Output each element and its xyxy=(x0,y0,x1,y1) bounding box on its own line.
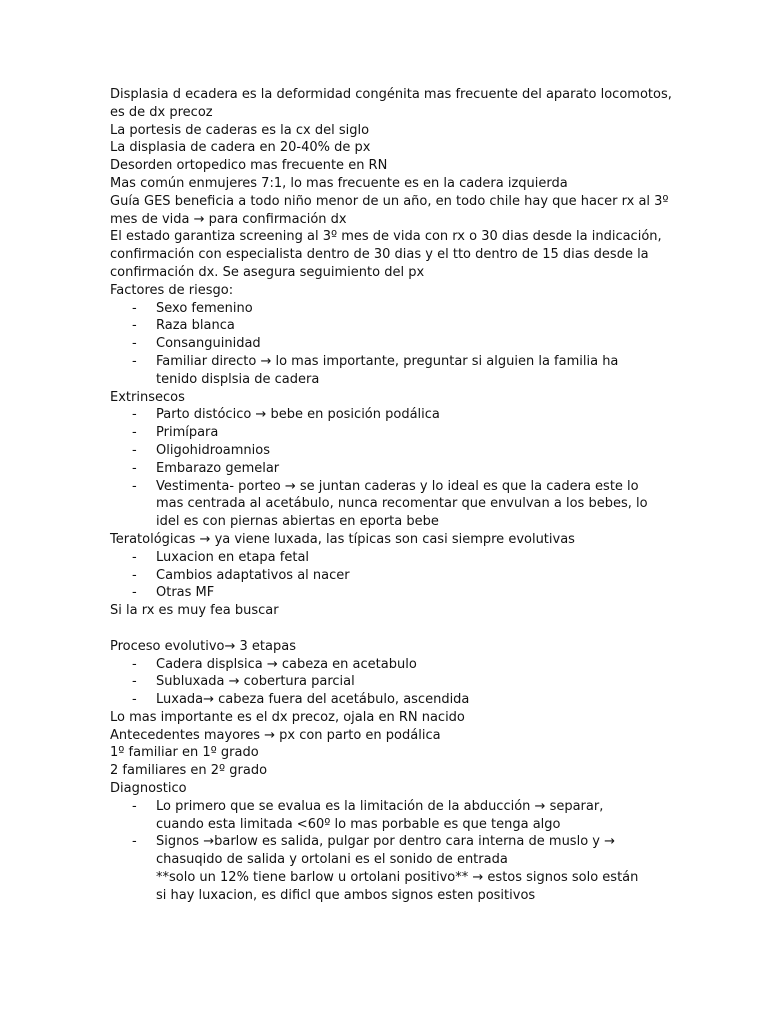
list-item xyxy=(110,406,650,424)
section-heading-extrinsic: Extrinsecos xyxy=(110,389,185,405)
text-line: Desorden ortopedico mas frecuente en RN xyxy=(110,158,388,174)
list-item-text: Raza blanca xyxy=(156,318,235,334)
list-item-text: Subluxada → cobertura parcial xyxy=(156,674,355,690)
dash-marker: - xyxy=(132,478,137,494)
list-item-text: Otras MF xyxy=(156,585,215,601)
dash-marker: - xyxy=(132,834,137,850)
text-line: mes de vida → para confirmación dx xyxy=(110,211,347,227)
dash-marker: - xyxy=(132,425,137,441)
list-item-text: Vestimenta- porteo → se juntan caderas y lo ideal es que la cadera este lo mas centrada al acetábulo, nunca recomentar que envulvan a los bebes, lo idel es con piernas abiertas en eporta bebe xyxy=(156,478,648,530)
dash-marker: - xyxy=(132,318,137,334)
list-item xyxy=(110,335,650,353)
list-item xyxy=(110,584,650,602)
list-item-text: Luxacion en etapa fetal xyxy=(156,549,310,565)
list-item xyxy=(110,833,650,869)
list-item-text: Primípara xyxy=(156,425,219,441)
section-heading-evolutive-process: Proceso evolutivo→ 3 etapas xyxy=(110,638,296,654)
blank-line xyxy=(110,620,650,638)
list-item xyxy=(110,673,650,691)
list-item xyxy=(110,798,650,834)
list-item xyxy=(110,478,650,531)
dash-marker: - xyxy=(132,407,137,423)
list-item-text: Signos →barlow es salida, pulgar por dentro cara interna de muslo y → chasuqido de salida y ortolani es el sonido de entrada xyxy=(156,834,615,868)
dash-marker: - xyxy=(132,442,137,458)
text-line: Lo mas importante es el dx precoz, ojala en RN nacido xyxy=(110,709,465,725)
text-line: El estado garantiza screening al 3º mes de vida con rx o 30 dias desde la indicación, xyxy=(110,229,662,245)
list-item-text: Consanguinidad xyxy=(156,336,261,352)
list-item-text: Embarazo gemelar xyxy=(156,460,280,476)
list-item-text: Sexo femenino xyxy=(156,300,253,316)
list-item xyxy=(110,549,650,567)
list-item-text: Cadera displsica → cabeza en acetabulo xyxy=(156,656,417,672)
text-line: 1º familiar en 1º grado xyxy=(110,745,259,761)
list-item-text: Parto distócico → bebe en posición podálica xyxy=(156,407,440,423)
section-heading-risk-factors: Factores de riesgo: xyxy=(110,282,234,298)
dash-marker: - xyxy=(132,585,137,601)
list-item-text: Luxada→ cabeza fuera del acetábulo, ascendida xyxy=(156,692,470,708)
dash-marker: - xyxy=(132,656,137,672)
dash-marker: - xyxy=(132,567,137,583)
diagnosis-note: **solo un 12% tiene barlow u ortolani positivo** → estos signos solo están si hay luxacion, es dificl que ambos signos esten positivos xyxy=(156,870,639,903)
intro-line: Displasia d ecadera es la deformidad congénita mas frecuente del aparato locomotos, xyxy=(110,87,672,102)
list-item xyxy=(110,460,650,478)
dash-marker: - xyxy=(132,300,137,316)
text-line: Si la rx es muy fea buscar xyxy=(110,603,279,619)
text-line: confirmación dx. Se asegura seguimiento del px xyxy=(110,264,425,280)
list-item-text: Lo primero que se evalua es la limitación de la abducción → separar, cuando esta limitada <60º lo mas porbable es que tenga algo xyxy=(156,798,604,832)
document-body xyxy=(110,86,672,905)
text-line: La portesis de caderas es la cx del siglo xyxy=(110,122,370,138)
list-item xyxy=(110,353,650,389)
text-line: Guía GES beneficia a todo niño menor de un año, en todo chile hay que hacer rx al 3º xyxy=(110,193,669,209)
list-item xyxy=(110,656,650,674)
text-line: Mas común enmujeres 7:1, lo mas frecuente es en la cadera izquierda xyxy=(110,175,568,191)
dash-marker: - xyxy=(132,336,137,352)
list-item-text: Oligohidroamnios xyxy=(156,442,270,458)
text-line: 2 familiares en 2º grado xyxy=(110,763,268,779)
list-item xyxy=(110,424,650,442)
list-item xyxy=(110,567,650,585)
dash-marker: - xyxy=(132,692,137,708)
list-item xyxy=(110,300,650,318)
list-item xyxy=(110,317,650,335)
section-heading-teratologic: Teratológicas → ya viene luxada, las típicas son casi siempre evolutivas xyxy=(110,531,575,547)
list-item xyxy=(110,691,650,709)
section-heading-diagnosis: Diagnostico xyxy=(110,781,187,797)
list-item-text: Familiar directo → lo mas importante, preguntar si alguien la familia ha tenido displsia de cadera xyxy=(156,353,619,387)
dash-marker: - xyxy=(132,674,137,690)
intro-line: es de dx precoz xyxy=(110,104,213,120)
text-line: Antecedentes mayores → px con parto en podálica xyxy=(110,727,441,743)
list-item xyxy=(110,442,650,460)
dash-marker: - xyxy=(132,353,137,369)
text-line: La displasia de cadera en 20-40% de px xyxy=(110,140,371,156)
text-line: confirmación con especialista dentro de 30 dias y el tto dentro de 15 dias desde la xyxy=(110,247,649,263)
dash-marker: - xyxy=(132,549,137,565)
dash-marker: - xyxy=(132,460,137,476)
dash-marker: - xyxy=(132,798,137,814)
list-item-text: Cambios adaptativos al nacer xyxy=(156,567,350,583)
